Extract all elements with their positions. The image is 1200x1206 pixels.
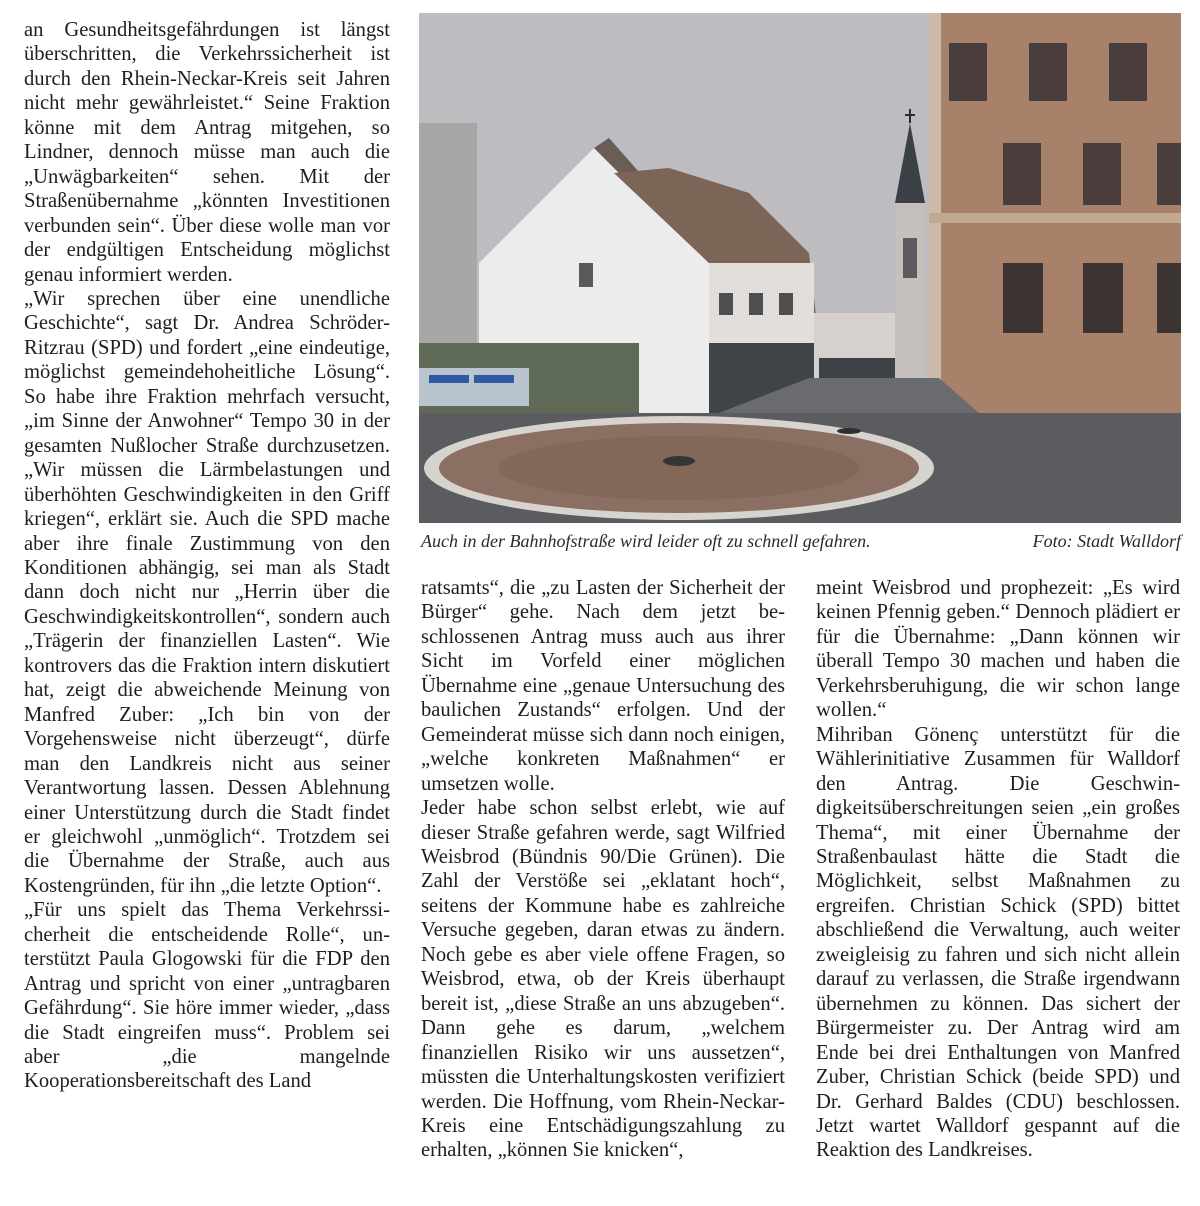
- paragraph: Mihriban Gönenç unterstützt für die Wählerinitiative Zusammen für Walldorf den Antrag. Die Geschwindigkeitsüberschreitungen seien „ein großes Thema“, mit einer Übernahme der Straßenbaulast hätte die Stadt die Möglichkeit, selbst Maßnahmen zu ergreifen. Christian Schick (SPD) bittet abschließend die Verwaltung, auch weiter zweigleisig zu fahren und sich nicht allein darauf zu verlassen, die Straße irgendwann übernehmen zu können. Das sichert der Bürgermeister zu. Der Antrag wird am Ende bei drei Enthaltungen von Manfred Zuber, Christian Schick (beide SPD) und Dr. Gerhard Baldes (CDU) beschlossen. Jetzt wartet Walldorf gespannt auf die Reaktion des Landkreises.: [816, 723, 1180, 1162]
- article-column-3: [816, 576, 1180, 1163]
- article-photo: [419, 13, 1181, 523]
- photo-caption: [421, 530, 1181, 552]
- paragraph: „Wir sprechen über eine unendliche Geschichte“, sagt Dr. Andrea Schröder-Ritzrau (SPD) und fordert „eine eindeutige, möglichst gemeindehoheitliche Lösung“. So habe ihre Fraktion mehrfach versucht, „im Sinne der Anwohner“ Tempo 30 in der gesamten Nußlocher Straße durchzusetzen. „Wir müssen die Lärmbelastungen und überhöhten Geschwindigkeiten in den Griff kriegen“, erklärt sie. Auch die SPD mache aber ihre finale Zustimmung von den Konditionen abhängig, sei man als Stadt dann doch nicht nur „Herrin über die Geschwindigkeitskontrollen“, sondern auch „Trägerin der finanziellen Lasten“. Wie kontrovers das die Fraktion intern diskutiert hat, zeigt die abweichende Meinung von Manfred Zuber: „Ich bin von der Vorgehensweise nicht überzeugt“, dürfe man den Landkreis nicht aus seiner Verantwortung lassen. Dessen Ablehnung einer Unterstützung durch die Stadt findet er gleichwohl „unmöglich“. Trotzdem sei die Übernahme der Straße, auch aus Kostengründen, für ihn „die letzte Option“.: [24, 287, 390, 897]
- paragraph: Jeder habe schon selbst erlebt, wie auf dieser Straße gefahren werde, sagt Wilfried Weisbrod (Bündnis 90/Die Grünen). Die Zahl der Verstöße sei „eklatant hoch“, seitens der Kommune habe es zahlreiche Versuche gegeben, daran etwas zu ändern. Noch gebe es aber viele offene Fragen, so Weisbrod, etwa, ob der Kreis überhaupt bereit ist, „diese Straße an uns abzugeben“. Dann gehe es darum, „welchem finanziellen Risiko wir uns aussetzen“, müssten die Unterhaltungskosten verifiziert werden. Die Hoffnung, vom Rhein-Neckar-Kreis eine Entschädigungszahlung zu erhalten, „können Sie knicken“,: [421, 797, 785, 1162]
- photo-credit: Foto: Stadt Walldorf: [1032, 531, 1181, 551]
- paragraph: ratsamts“, die „zu Lasten der Sicherheit der Bürger“ gehe. Nach dem jetzt beschlossenen Antrag muss auch aus ihrer Sicht im Vorfeld einer möglichen Übernahme eine „genaue Untersuchung des baulichen Zustands“ erfolgen. Und der Gemeinderat müsse sich dann noch einigen, „welche konkreten Maßnahmen“ er umsetzen wolle.: [421, 577, 785, 795]
- article-column-1: [24, 18, 390, 1094]
- article-column-2: [421, 576, 785, 1163]
- paragraph: „Für uns spielt das Thema Verkehrssicherheit die entscheidende Rolle“, unterstützt Paula Glogowski für die FDP den Antrag und spricht von einer „untragbaren Gefährdung“. Sie höre immer wieder, „dass die Stadt eingreifen muss“. Problem sei aber „die mangelnde Kooperationsbereitschaft des Land: [24, 899, 390, 1093]
- paragraph: an Gesundheitsgefährdungen ist längst überschritten, die Verkehrssicherheit ist durch den Rhein-Neckar-Kreis seit Jahren nicht mehr gewährleistet.“ Seine Fraktion könne mit dem Antrag mitgehen, so Lindner, dennoch müsse man auch die „Unwägbarkeiten“ sehen. Mit der Straßenübernahme „könnten Investitionen verbunden sein“. Über diese wolle man vor der endgültigen Entscheidung möglichst genau informiert werden.: [24, 19, 390, 286]
- caption-text: Auch in der Bahnhofstraße wird leider oft zu schnell gefahren.: [421, 531, 871, 551]
- paragraph: meint Weisbrod und prophezeit: „Es wird keinen Pfennig geben.“ Dennoch plädiert er für die Übernahme: „Dann können wir überall Tempo 30 machen und haben die Verkehrsberuhigung, die wir schon lange wollen.“: [816, 577, 1180, 722]
